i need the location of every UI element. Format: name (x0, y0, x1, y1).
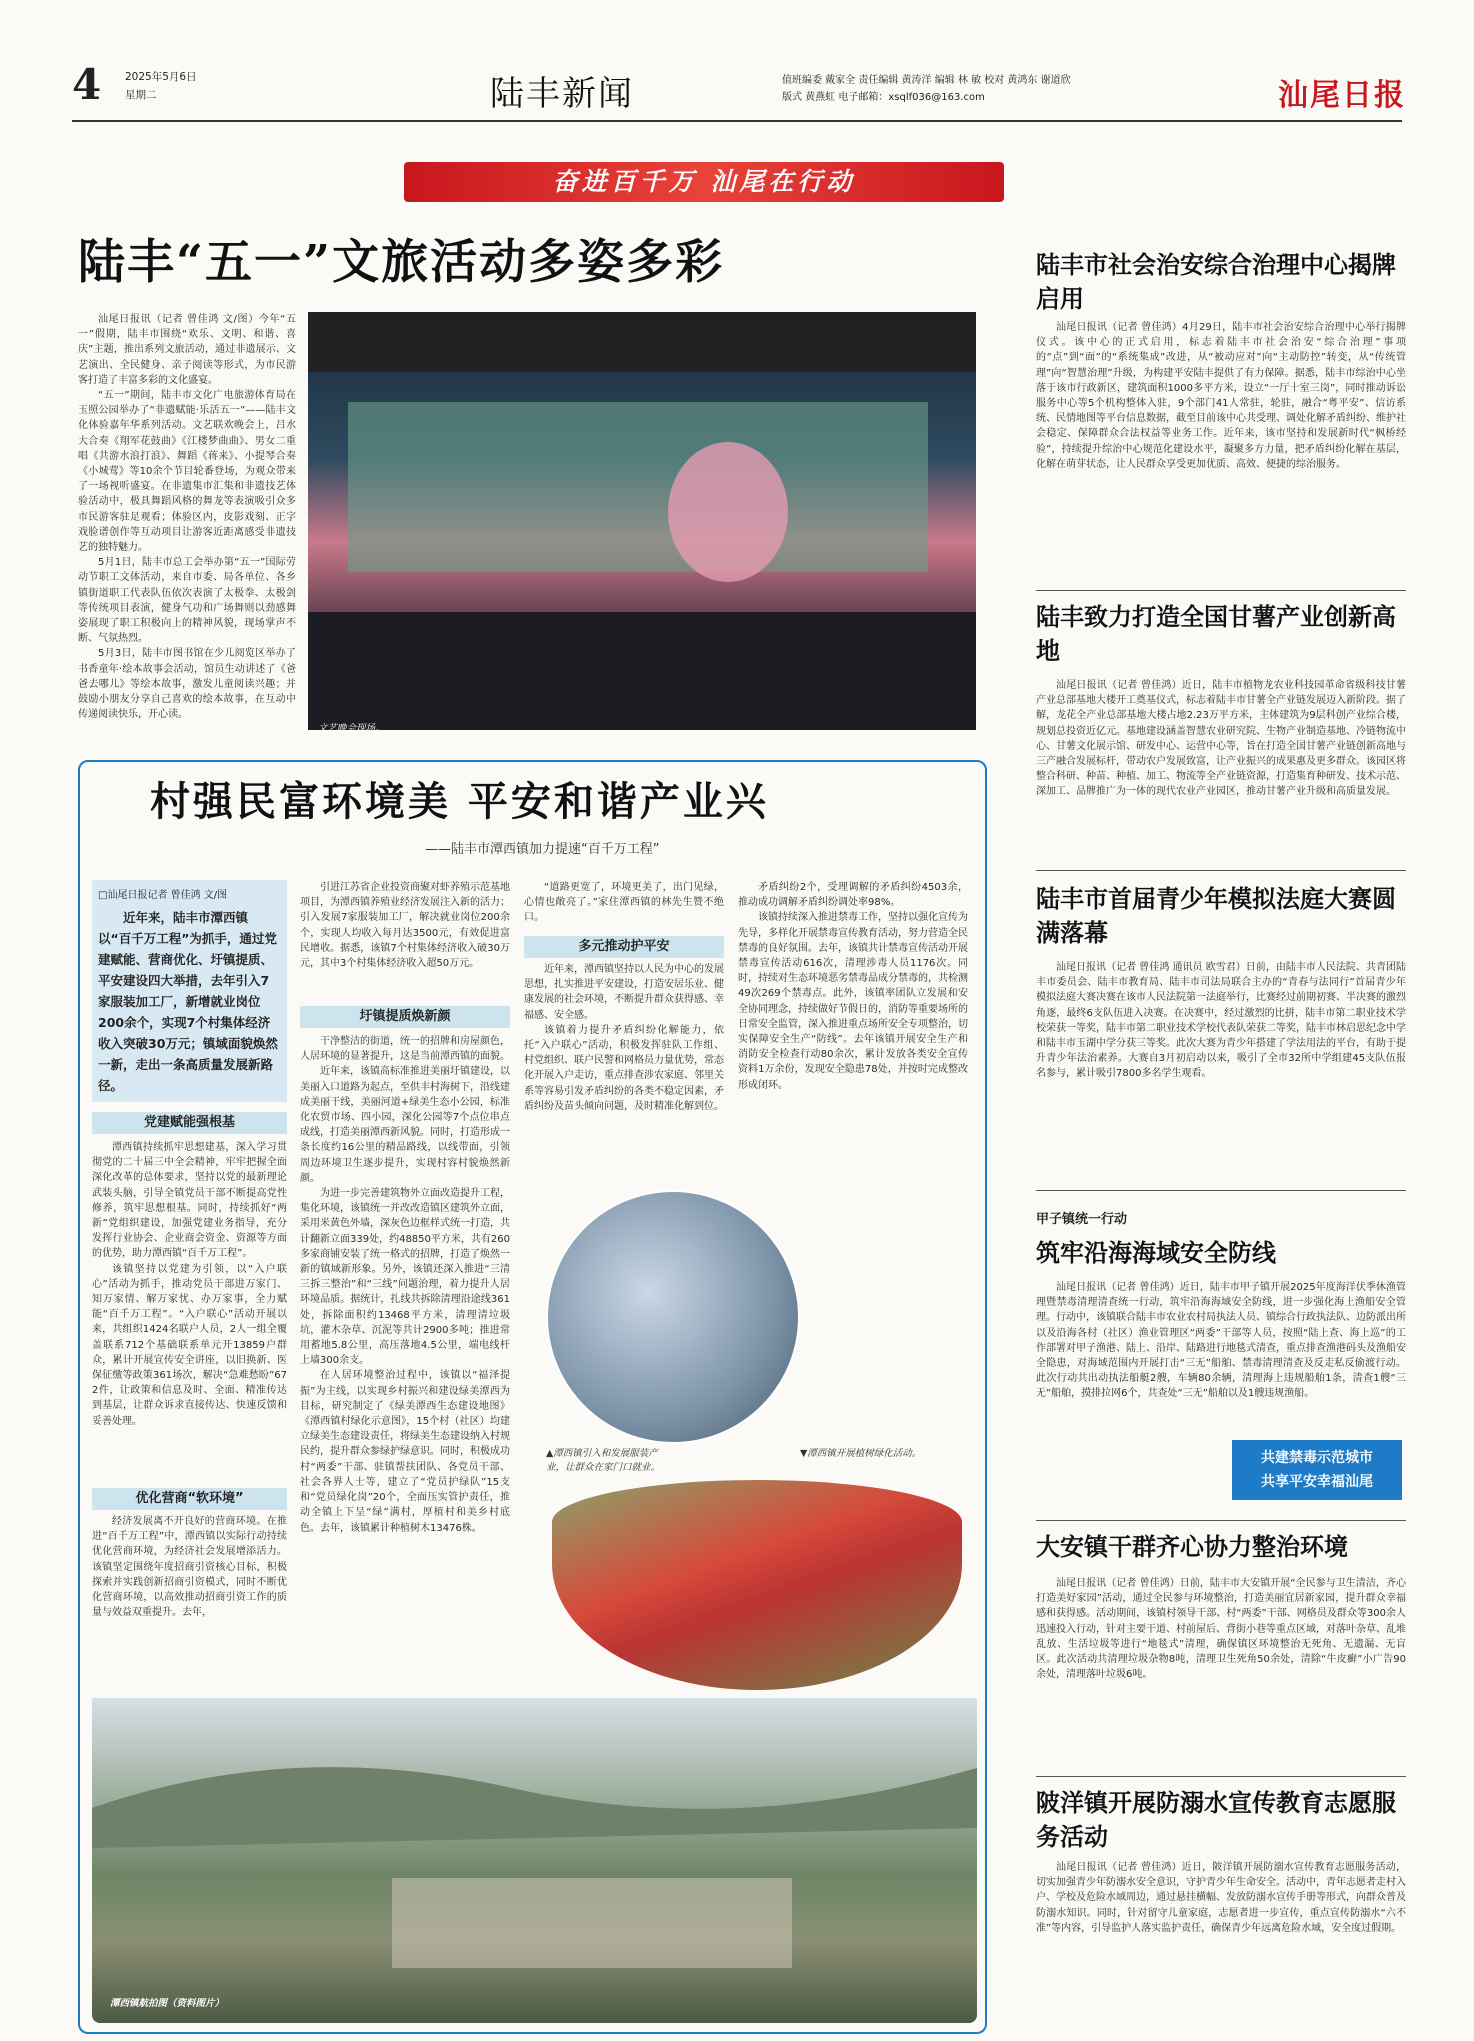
feature-subtitle: ——陆丰市潭西镇加力提速“百千万工程” (425, 842, 660, 857)
business-body (92, 1514, 287, 1620)
article1-body (1036, 320, 1406, 580)
campaign-banner-text: 奋进百千万 汕尾在行动 (552, 167, 856, 196)
right-rule-1 (1036, 590, 1406, 591)
stage-illustration (308, 312, 976, 730)
right-rule-4 (1036, 1520, 1406, 1521)
article2-headline: 陆丰致力打造全国甘薯产业创新高地 (1036, 602, 1396, 665)
lead-p2: “五一”期间，陆丰市文化广电旅游体育局在玉照公园举办了“非遗赋能·乐活五一”——陆丰文化体验嘉年华系列活动。文艺联欢晚会上，吕水大合奏《翔军花鼓曲》《江楼梦曲曲》、男女二重唱《共游水浪打浪》、舞蹈《蒋来》、小提琴合奏《小城莺》等10余个节目轮番登场，为观众带来了一场视听盛宴。在非遗集市汇集和非遗技艺体验活动中，极具舞蹈风格的舞龙等表演吸引众多市民游客驻足观看；体验区内，皮影戏刻、正字戏脸谱创作等互动项目让游客近距离感受非遗技艺的独特魅力。 (78, 390, 296, 554)
feature-intro-box (92, 880, 287, 1102)
section-title: 陆丰新闻 (490, 74, 634, 114)
aerial-photo (92, 1698, 977, 2023)
col4-p2: 该镇持续深入推进禁毒工作，坚持以强化宣传为先导，多样化开展禁毒宣传教育活动，努力营造全民禁毒的良好氛围。去年，该镇共计禁毒宣传活动开展禁毒宣传活动616次，清理涉毒人员1176次。同时，持续对生态环境恶劣禁毒品成分禁毒的，共检测49次269个禁毒点。此外，该镇率团队立发展和安全协同理念，持续做好节假日的，消防等重要场所的日常安全监管，深入推进重点场所安全专项整治，切实保障安全生产“防线”。去年该镇开展安全生产和消防安全检查行动80余次，累计发放各类安全宣传资料1万余份，发现安全隐患78处，并按时完成整改形成闭环。 (738, 912, 968, 1091)
business-p1: 经济发展离不开良好的营商环境。在推进“百千万工程”中，潭西镇以实际行动持续优化营商环境，为经济社会发展增添活力。该镇坚定围绕年度招商引资核心目标，积极探索并实践创新招商引资模式，同时不断优化营商环境，以高效推动招商引资工作的质量与效益双重提升。去年， (92, 1516, 287, 1619)
lead-byline: 汕尾日报讯（记者 曾佳鸿 文/图） (98, 314, 259, 325)
lead-p3: 5月1日，陆丰市总工会举办第“五一”国际劳动节职工文体活动，来自市委、局各单位、各乡镇街道职工代表队伍依次表演了太极拳、太极剑等传统项目表演，健身气功和广场舞则以劲感舞姿展现了职工积极向上的精神风貌，现场掌声不断、气氛热烈。 (78, 557, 296, 645)
article3-headline: 陆丰市首届青少年模拟法庭大赛圆满落幕 (1036, 884, 1396, 947)
town-p2: 近年来，该镇高标准推进美丽圩镇建设，以美丽入口道路为起点，至供丰村海树下，沿线建成美丽干线，美丽河道+绿美生态小公园，标准化农贸市场、四小园，深化公园等7个点位串点成线，打造美丽潭西新风貌。同时，打造形成一条长度约16公里的精品路线，以线带面，引领周边环境卫生逐步提升，实现村容村貌焕然新颜。 (300, 1066, 510, 1184)
right-rule-3 (1036, 1190, 1406, 1191)
staff-info (782, 72, 1242, 106)
party-p2: 该镇坚持以党建为引领，以“入户联心”活动为抓手，推动党员干部进万家门、知万家情、解万家忧、办万家事，全力赋能“百千万工程”。“入户联心”活动开展以来，共组织1424名联户人员，2人一组全覆盖联系712个基础联系单元开13859户群众，累计开展宣传安全讲座，以旧换新、医保征缴等政策361场次，解决“急难愁盼”672件，让政策和信息及时、全面、精准传达到基层，让群众诉求直接传达、快速反馈和妥善处理。 (92, 1263, 287, 1427)
aerial-illustration (92, 1698, 977, 2023)
staff-line-1: 值班编委 戴家全 责任编辑 黄涛洋 编辑 林 敏 校对 黄鸿东 谢道欣 (782, 75, 1071, 86)
town-body (300, 1034, 510, 1536)
paper-logo: 汕尾日报 (1278, 78, 1406, 113)
col3-body (524, 880, 724, 926)
safety-p1: 近年来，潭西镇坚持以人民为中心的发展思想，扎实推进平安建设，打造安居乐业、健康发展的社会环境，不断提升群众获得感、幸福感、安全感。 (524, 964, 724, 1021)
article1-headline: 陆丰市社会治安综合治理中心揭牌启用 (1036, 250, 1396, 313)
right-rule-2 (1036, 870, 1406, 871)
article2-text: 汕尾日报讯（记者 曾佳鸿）近日，陆丰市植物龙农业科技园革命省级科技甘薯产业总部基地大楼开工奠基仪式，标志着陆丰市甘薯全产业链发展迈入新阶段。据了解，龙花全产业总部基地大楼占地2.23万平方米，主体建筑为9层科创产业综合楼，规划总投资近亿元。基地建设涵盖智慧农业研究院、生物产业制造基地、冷链物流中心、甘薯文化展示馆、研发中心、运营中心等，旨在打造全国甘薯产业链创新高地与三产融合发展标杆，带动农户发展致富，让产业振兴的成果惠及更多群众。该园区将整合科研、种苗、种植、加工、物流等全产业链资源，打造集育种研发、技术示范、深加工、品牌推广为一体的现代农业产业园区，推动甘薯产业升级和高质量发展。 (1036, 680, 1406, 798)
lead-p4: 5月3日，陆丰市图书馆在少儿阅览区举办了书香童年·绘本故事会活动，馆员生动讲述了《爸爸去哪儿》等绘本故事，激发儿童阅读兴趣；并鼓励小朋友分享自己喜欢的绘本故事，在互动中传递阅读快乐，开心读。 (78, 648, 296, 721)
town-p4: 在人居环境整治过程中，该镇以“福泽提振”为主线，以实现乡村振兴和建设绿美潭西为目标，研究制定了《绿美潭西生态建设地图》《潭西镇村绿化示意图》，15个村（社区）均建立绿美生态建设责任，将绿美生态建设纳入村规民约，提升群众参绿护绿意识。同时，积极成功村“两委”干部、驻镇帮扶团队、各党员干部、社会各界人士等，建立了“党员护绿队”15支和“党员绿化岗”20个，全面压实管护责任，推动全镇上下呈“绿”满村，厚植村和美乡村底色。去年，该镇累计种植树木13476株。 (300, 1370, 510, 1534)
article3-text: 汕尾日报讯（记者 曾佳鸿 通讯员 欧雪君）日前，由陆丰市人民法院、共青团陆丰市委员会、陆丰市教育局、陆丰市司法局联合主办的“青春与法同行”首届青少年模拟法庭大赛决赛在该市人民法院第一法庭举行，比赛经过前期初赛、半决赛的激烈角逐，最终6支队伍进入决赛。在决赛中，经过激烈的比拼，陆丰市第二职业技术学校荣获一等奖，陆丰市第二职业技术学校代表队荣获二等奖，陆丰市林启思纪念中学和陆丰市玉湖中学分获三等奖。此次大赛为青少年搭建了学法用法的平台，有助于提升青少年法治素养。大赛自3月初启动以来，吸引了全市32所中学组建45支队伍报名参与，累计吸引7800多名学生观看。 (1036, 962, 1406, 1080)
article5-text: 汕尾日报讯（记者 曾佳鸿）日前，陆丰市大安镇开展“全民参与卫生清洁，齐心打造美好家园”活动，通过全民参与环境整治，打造美丽宜居新家园，提升群众幸福感和获得感。活动期间，该镇村领导干部、村“两委”干部、网格员及群众等300余人迅速投入行动，针对主要干道、村前屋后、背街小巷等重点区域，对落叶杂草、乱堆乱放、生活垃圾等进行“地毯式”清理，确保镇区环境整治无死角、无遗漏、无盲区。此次活动共清理垃圾杂物8吨，清理卫生死角50余处，清除“牛皮癣”小广告90余处，清理落叶垃圾6吨。 (1036, 1578, 1406, 1681)
safety-body (524, 962, 724, 1182)
aerial-photo-caption: 潭西镇航拍图（资料图片） (110, 1998, 225, 2009)
factory-photo (546, 1190, 800, 1444)
feature-byline: □汕尾日报记者 曾佳鸿 文/图 (98, 890, 228, 901)
safety-p2: 该镇着力提升矛盾纠纷化解能力，依托“入户联心”活动，积极发挥驻队工作组、村党组织、联户民警和网格员力量优势，常态化开展入户走访，重点排查涉农家庭、邻里关系等容易引发矛盾纠纷的各类不稳定因素，矛盾纠纷及苗头倾向问题，及时精准化解到位。 (524, 1024, 724, 1112)
article6-body (1036, 1860, 1406, 2030)
town-p1: 干净整洁的街道，统一的招牌和房屋颜色，人居环境的显著提升，这是当前潭西镇的面貌。 (300, 1036, 510, 1063)
lead-p1: 今年“五一”假期，陆丰市围绕“欢乐、文明、和谐、喜庆”主题，推出系列文旅活动，通过非遗展示、文艺演出、全民健身、亲子阅读等形式，为市民游客打造了丰富多彩的文化盛宴。 (78, 314, 296, 386)
lead-body (78, 312, 296, 722)
right-rule-5 (1036, 1776, 1406, 1777)
feature-headline: 村强民富环境美 平安和谐产业兴 (150, 778, 769, 825)
col2-body (300, 880, 510, 971)
article1-text: 汕尾日报讯（记者 曾佳鸿）4月29日，陆丰市社会治安综合治理中心举行揭牌仪式。该中心的正式启用，标志着陆丰市社会治安“综合治理”事项的“点”到“面”的“系统集成”改进，从“被动应对”向“主动防控”转变，从“传统管理”向“智慧治理”升级，为构建平安陆丰提供了有力保障。据悉，陆丰市综治中心坐落于该市行政新区，建筑面积1000多平方米，设立“一厅十室三岗”，同时推动诉讼服务中心等5个机构整体入驻，9个部门41人常驻，轮驻，融合“粤平安”、信访系统、民情地图等平台信息数据，截至目前该中心共受理、调处化解矛盾纠纷、维护社会稳定、保障群众合法权益等业务工作。近年来，该市坚持和发展新时代“枫桥经验”，持续提升综治中心规范化建设水平，凝聚多方力量，把矛盾纠纷化解在基层，化解在萌芽状态，让人民群众享受更加优质、高效、便捷的综治服务。 (1036, 322, 1406, 470)
col4-p1: 矛盾纠纷2个，受理调解的矛盾纠纷4503余，推动成功调解矛盾纠纷调处率98%。 (738, 882, 968, 909)
subhead-safety: 多元推动护平安 (524, 936, 724, 958)
article4-text: 汕尾日报讯（记者 曾佳鸿）近日，陆丰市甲子镇开展2025年度海洋伏季休渔管理暨禁毒清理清查统一行动，筑牢沿海海域安全防线，进一步强化海上渔船安全管理。行动中，该镇联合陆丰市农业农村局执法人员、镇综合行政执法队、边防派出所以及沿海各村（社区）渔业管理区“两委”干部等人员，按照“陆上查、海上巡”的工作部署对甲子渔港、陆上、沿岸、陆路进行地毯式清查，重点排查渔港码头及渔船安全隐患，对海域范围内开展打击“三无”船舶、禁毒清理清查及反走私反偷渡行动。此次行动共出动执法船艇2艘，车辆80余辆，清理海上违规船舶1条，清查1艘“三无”船舶，摸排拉网6个，共查处“三无”船舶以及1艘违规渔船。 (1036, 1282, 1406, 1400)
party-body (92, 1140, 287, 1429)
col3-quote: “道路更宽了，环境更美了，出门见绿，心情也敞亮了。”家住潭西镇的林先生赞不绝口。 (524, 882, 724, 924)
campaign-banner (404, 162, 1004, 202)
article5-headline: 大安镇干群齐心协力整治环境 (1036, 1532, 1348, 1561)
town-area (392, 1878, 792, 1968)
factory-photo-caption: ▲潭西镇引入和发展服装产业，让群众在家门口就业。 (546, 1448, 661, 1473)
badge-line-1: 共建禁毒示范城市 (1261, 1450, 1373, 1466)
issue-weekday: 星期二 (125, 89, 157, 101)
stage-screen (348, 402, 928, 572)
subhead-town: 圩镇提质焕新颜 (300, 1006, 510, 1028)
audience (308, 612, 976, 730)
article4-kicker: 甲子镇统一行动 (1036, 1212, 1128, 1227)
page-number: 4 (72, 60, 102, 109)
subhead-party: 党建赋能强根基 (92, 1112, 287, 1134)
issue-date: 2025年5月6日 (125, 71, 197, 83)
mountain-silhouette (92, 1767, 977, 1848)
lead-headline: 陆丰“五一”文旅活动多姿多彩 (78, 235, 725, 290)
article6-headline: 陂洋镇开展防溺水宣传教育志愿服务活动 (1036, 1788, 1396, 1851)
article2-body (1036, 678, 1406, 856)
town-p3: 为进一步完善建筑物外立面改造提升工程，集化环境，该镇统一并改改造镇区建筑外立面，采用米黄色外墙，深灰色边框样式统一打造，共计翻新立面339处，约48850平方米，共有260多家商铺安装了统一格式的招牌，打造了焕然一新的镇域新形象。另外，该镇还深入推进“三清三拆三整治”和“三线”问题治理，着力提升人居环境品质。据统计，扎线共拆除清理沿途线361处，拆除面积约13468平方米，清理清垃圾坑，灌木杂草、沉泥等共计2900多吨；推进常用蓄地5.8公里，高压落地4.5公里，端电线杆上墙300余支。 (300, 1188, 510, 1367)
planting-photo-caption: ▼潭西镇开展植树绿化活动。 (800, 1448, 922, 1459)
masthead-rule (72, 120, 1402, 122)
article5-body (1036, 1576, 1406, 1762)
subhead-business: 优化营商“软环境” (92, 1488, 287, 1510)
article4-headline: 筑牢沿海海域安全防线 (1036, 1238, 1276, 1267)
col2-intro: 引进江苏省企业投资商聚对虾养殖示范基地项目，为潭西镇养殖业经济发展注入新的活力；引入发展7家服装加工厂，解决就业岗位200余个，实现人均收入每月达3500元，有效促进富民增收。据悉，该镇7个村集体经济收入破30万元，其中3个村集体经济收入超50万元。 (300, 882, 510, 970)
party-p1: 潭西镇持续抓牢思想建基，深入学习贯彻党的二十届三中全会精神，牢牢把握全面深化改革的总体要求，坚持以党的最新理论武装头脑，引导全镇党员干部不断提高党性修养，筑牢思想根基。同时，持续抓好“两新”党组织建设，加强党建业务指导，充分发挥行业协会、企业商会资金、资源等方面的优势，助力潭西镇“百千万工程”。 (92, 1142, 287, 1260)
staff-line-2: 版式 黄燕虹 电子邮箱：xsqlf036@163.com (782, 92, 985, 103)
anti-drug-badge (1232, 1440, 1402, 1500)
article6-text: 汕尾日报讯（记者 曾佳鸿）近日，陂洋镇开展防溺水宣传教育志愿服务活动，切实加强青少年防溺水安全意识，守护青少年生命安全。活动中，青年志愿者走村入户、学校及危险水域周边，通过悬挂横幅、发放防溺水宣传手册等形式，向群众普及防溺水知识。同时，针对留守儿童家庭，志愿者进一步宣传，重点宣传防溺水“六不准”等内容，引导监护人落实监护责任，确保青少年远离危险水域，安全度过假期。 (1036, 1862, 1406, 1934)
lotus-graphic (668, 442, 788, 582)
lead-photo (308, 312, 976, 730)
col4-body (738, 880, 968, 1180)
article3-body (1036, 960, 1406, 1178)
stage-truss (308, 312, 976, 372)
badge-line-2: 共享平安幸福汕尾 (1261, 1474, 1373, 1490)
lead-photo-caption: 文艺晚会现场。 (318, 723, 385, 734)
feature-intro: 近年来，陆丰市潭西镇以“百千万工程”为抓手，通过党建赋能、营商优化、圩镇提质、平安建设四大举措，去年引入7家服装加工厂，新增就业岗位200余个，实现7个村集体经济收入突破30万元；镇域面貌焕然一新，走出一条高质量发展新路径。 (98, 910, 278, 1093)
